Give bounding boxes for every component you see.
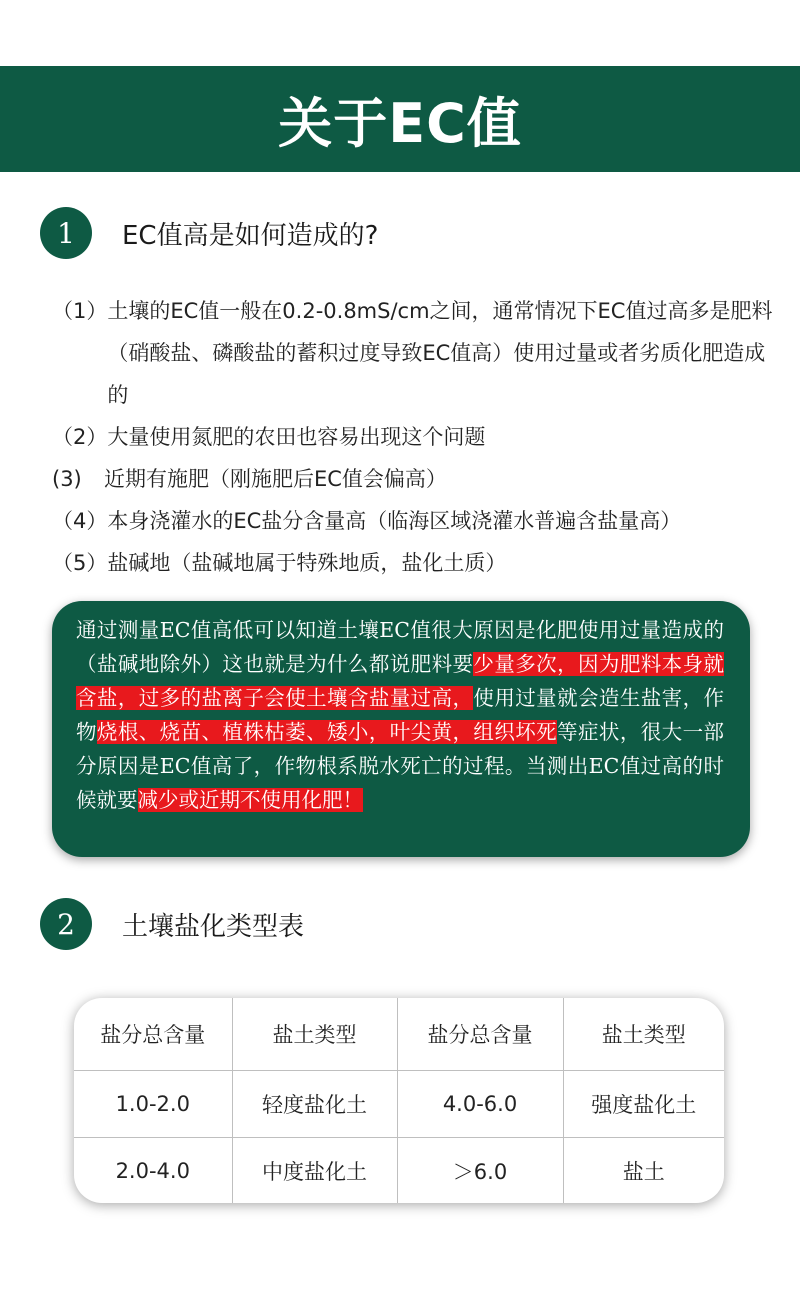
- explanation-callout: [52, 601, 750, 857]
- table-header-cell: 盐土类型: [563, 998, 724, 1070]
- section-1-header: [40, 207, 378, 259]
- table-cell: 2.0-4.0: [74, 1137, 232, 1203]
- list-item: [52, 500, 782, 542]
- section-2-number: 2: [40, 898, 92, 950]
- list-item-text: 盐碱地（盐碱地属于特殊地质，盐化土质）: [107, 551, 507, 575]
- table-header-cell: 盐分总含量: [397, 998, 563, 1070]
- table-cell: 轻度盐化土: [232, 1070, 397, 1137]
- section-2-title: 土壤盐化类型表: [122, 911, 305, 942]
- highlight-text: 少量多次，因为肥料本身就含盐，过多的盐离子会使土壤含盐量过高，: [76, 652, 725, 710]
- table-header-row: [74, 998, 724, 1070]
- table-cell: 4.0-6.0: [397, 1070, 563, 1137]
- list-item: [52, 542, 782, 584]
- table-cell: 强度盐化土: [563, 1070, 724, 1137]
- table-header-cell: 盐分总含量: [74, 998, 232, 1070]
- section-1-number: 1: [40, 207, 92, 259]
- list-item-text: 近期有施肥（刚施肥后EC值会偏高）: [104, 467, 447, 491]
- callout-text-part: 等症状，很大一部分原因是EC值高了，作物根系脱水死亡的过程。当测出EC值过高的时候就要: [76, 720, 725, 812]
- table-cell: 中度盐化土: [232, 1137, 397, 1203]
- table-row: [74, 1137, 724, 1203]
- callout-text-part: 通过测量EC值高低可以知道土壤EC值很大原因是化肥使用过量造成的（盐碱地除外）这也就是为什么都说肥料要: [76, 618, 724, 676]
- page-title: 关于EC值: [278, 91, 522, 155]
- list-item-text: 大量使用氮肥的农田也容易出现这个问题: [107, 425, 486, 449]
- list-item: [52, 290, 782, 416]
- list-item: [52, 458, 782, 500]
- table-row: [74, 1070, 724, 1137]
- callout-text-part: 使用过量就会造生盐害，作物: [76, 686, 725, 744]
- table-cell: 盐土: [622, 1159, 665, 1184]
- list-item-text: 土壤的EC值一般在0.2-0.8mS/cm之间，通常情况下EC值过高多是肥料（硝酸盐、磷酸盐的蓄积过度导致EC值高）使用过量或者劣质化肥造成的: [107, 299, 773, 407]
- section-1-title: EC值高是如何造成的?: [122, 220, 379, 251]
- table-cell: 1.0-2.0: [74, 1070, 232, 1137]
- section-2-header: [40, 898, 304, 950]
- highlight-text: 烧根、烧苗、植株枯萎、矮小，叶尖黄，组织坏死: [96, 720, 558, 744]
- list-item-index: （1）: [52, 299, 108, 323]
- list-item-text: 本身浇灌水的EC盐分含量高（临海区域浇灌水普遍含盐量高）: [107, 509, 682, 533]
- list-item-index: （2）: [52, 425, 108, 449]
- list-item: [52, 416, 782, 458]
- table-cell: ＞6.0: [397, 1137, 563, 1203]
- table-header-cell: 盐土类型: [232, 998, 397, 1070]
- list-item-index: (3): [52, 467, 82, 491]
- title-banner: [0, 66, 800, 172]
- callout-text: [76, 613, 724, 817]
- list-item-index: （5）: [52, 551, 108, 575]
- highlight-text: 减少或近期不使用化肥！: [137, 788, 363, 812]
- salinization-table: [74, 998, 724, 1203]
- list-item-index: （4）: [52, 509, 108, 533]
- causes-list: [52, 290, 782, 584]
